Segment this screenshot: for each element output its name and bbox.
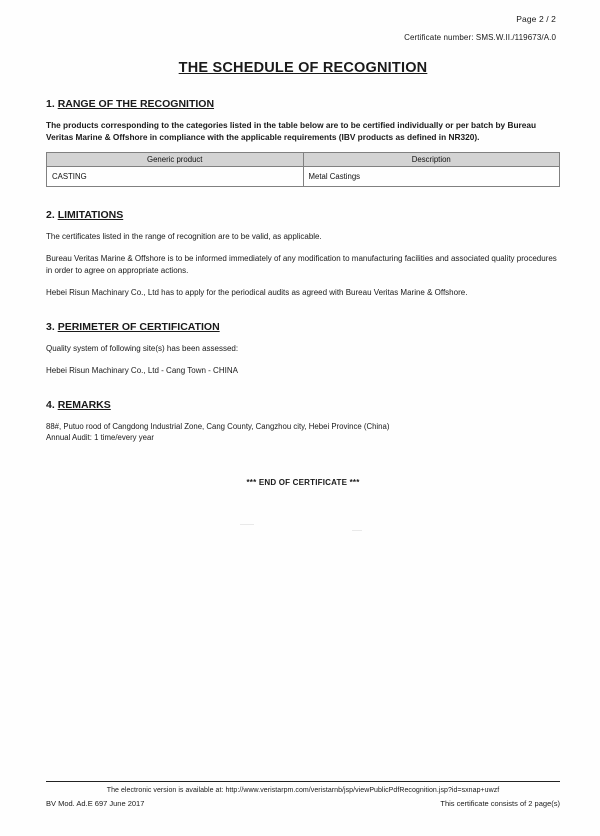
column-header-generic-product: Generic product bbox=[47, 153, 304, 167]
remarks-address: 88#, Putuo rood of Cangdong Industrial Zone, Cang County, Cangzhou city, Hebei Province (China) bbox=[46, 422, 390, 432]
limitations-paragraph-1: The certificates listed in the range of recognition are to be valid, as applicable. bbox=[46, 232, 322, 242]
cell-description: Metal Castings bbox=[303, 167, 560, 187]
perimeter-paragraph-1: Quality system of following site(s) has been assessed: bbox=[46, 344, 239, 354]
section-title: LIMITATIONS bbox=[57, 209, 124, 222]
section-perimeter-of-certification bbox=[46, 321, 560, 377]
section-title: RANGE OF THE RECOGNITION bbox=[57, 98, 215, 110]
scan-artifacts bbox=[0, 520, 600, 540]
footer-meta-row bbox=[46, 799, 560, 808]
page-number: Page 2 / 2 bbox=[516, 14, 556, 24]
section-heading bbox=[46, 321, 560, 333]
section-heading bbox=[46, 209, 560, 221]
footer-page-count: This certificate consists of 2 page(s) bbox=[440, 799, 560, 808]
section-number: 3. bbox=[46, 321, 55, 334]
electronic-version-url: The electronic version is available at: http://www.veristarpm.com/veristarnb/jsp/viewPublicPdfRecognition.jsp?id=sxnap+uwzf bbox=[106, 787, 500, 794]
page-footer bbox=[46, 781, 560, 808]
section-number: 1. bbox=[46, 98, 55, 110]
range-intro-text: The products corresponding to the categories listed in the table below are to be certified individually or per batch by Bureau Veritas Marine & Offshore in compliance with the applicable requirements (IBV products as defined in NR320). bbox=[46, 120, 537, 143]
end-of-certificate-marker: *** END OF CERTIFICATE *** bbox=[246, 477, 360, 487]
section-limitations bbox=[46, 209, 560, 299]
section-number: 2. bbox=[46, 209, 55, 222]
limitations-paragraph-3: Hebei Risun Machinary Co., Ltd has to apply for the periodical audits as agreed with Bureau Veritas Marine & Offshore. bbox=[46, 288, 468, 298]
table-header-row bbox=[47, 153, 560, 167]
section-number: 4. bbox=[46, 399, 55, 412]
column-header-description: Description bbox=[303, 153, 560, 167]
perimeter-site-address: Hebei Risun Machinary Co., Ltd - Cang Town - CHINA bbox=[46, 366, 238, 376]
certificate-number: Certificate number: SMS.W.II./119673/A.0 bbox=[404, 33, 556, 42]
section-range-of-recognition bbox=[46, 98, 560, 187]
remarks-audit-frequency: Annual Audit: 1 time/every year bbox=[46, 433, 154, 443]
products-table bbox=[46, 152, 560, 187]
section-heading bbox=[46, 98, 560, 110]
footer-mod-reference: BV Mod. Ad.E 697 June 2017 bbox=[46, 799, 145, 808]
section-title: REMARKS bbox=[57, 399, 111, 412]
cell-generic-product: CASTING bbox=[47, 167, 304, 187]
section-title: PERIMETER OF CERTIFICATION bbox=[57, 321, 220, 334]
section-remarks bbox=[46, 399, 560, 444]
limitations-paragraph-2: Bureau Veritas Marine & Offshore is to be informed immediately of any modification to manufacturing facilities and associated quality procedures in order to agree on appropriate actions. bbox=[46, 254, 557, 276]
footer-divider bbox=[46, 781, 560, 782]
table-row bbox=[47, 167, 560, 187]
page-title: THE SCHEDULE OF RECOGNITION bbox=[178, 60, 428, 76]
section-heading bbox=[46, 399, 560, 411]
